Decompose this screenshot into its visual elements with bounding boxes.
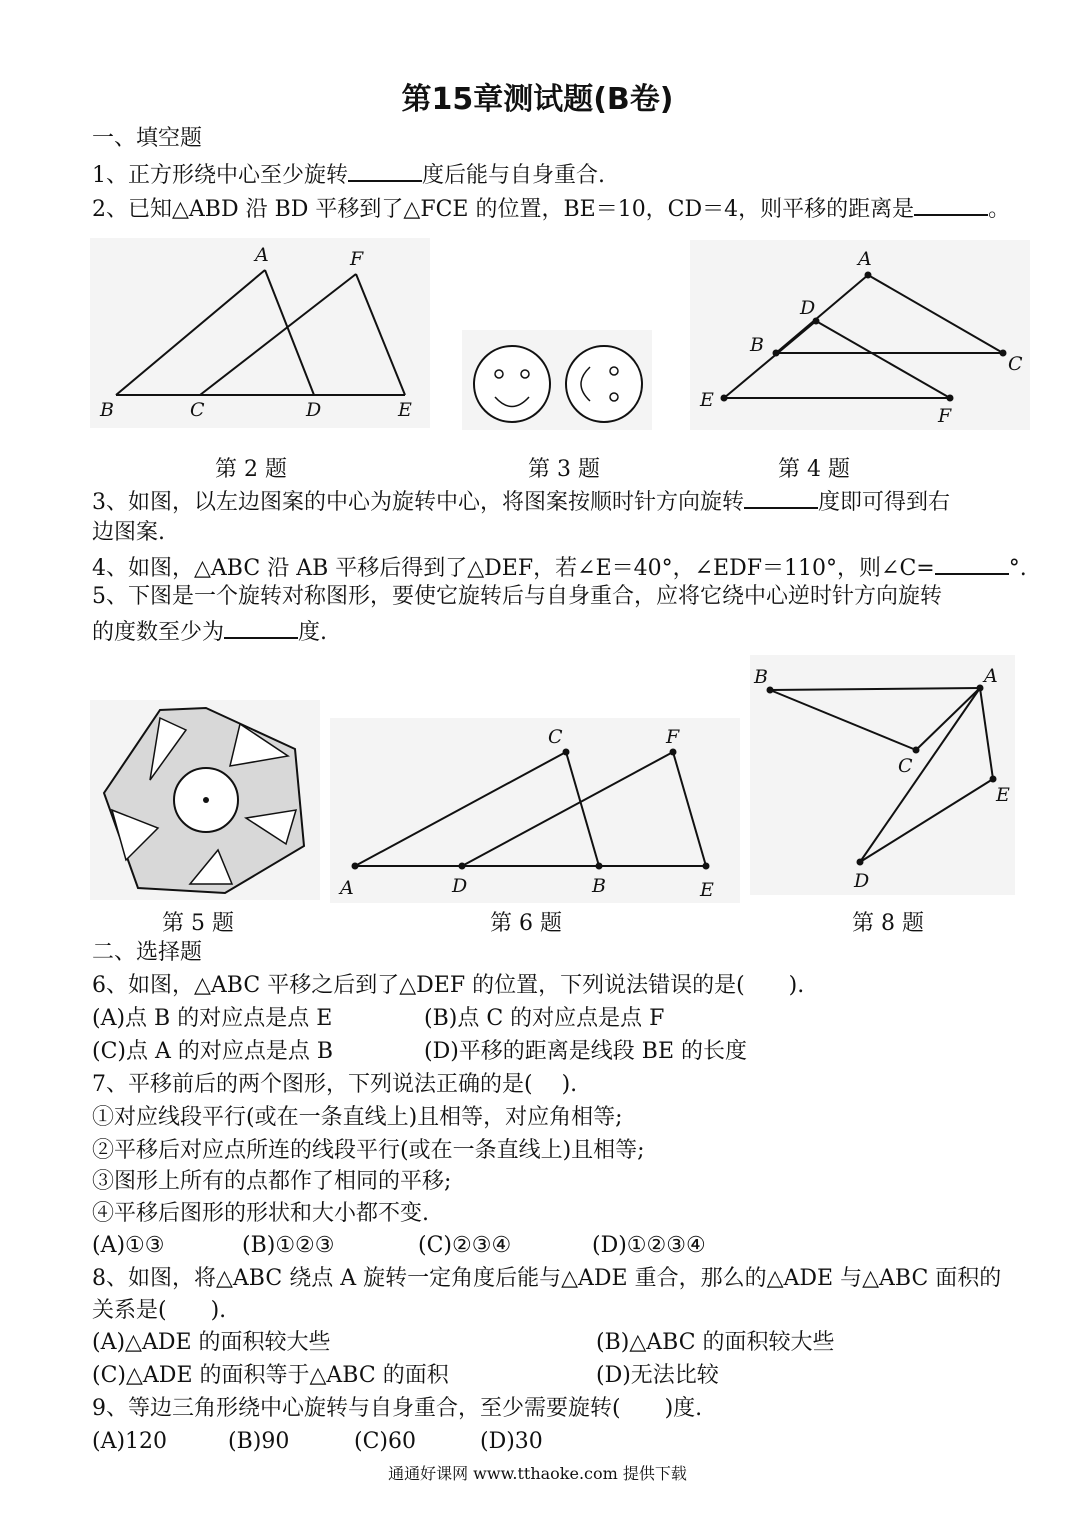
q4-blank[interactable] <box>935 551 1009 575</box>
q7-option-d[interactable]: (D)①②③④ <box>592 1233 706 1258</box>
fig4-point-a <box>865 272 872 279</box>
fig6-point-d <box>459 863 466 870</box>
fig4-caption: 第 4 题 <box>778 457 850 482</box>
fig4-label-b: B <box>750 334 764 356</box>
q9-option-c[interactable]: (C)60 <box>354 1429 416 1454</box>
smiley-face-left <box>474 346 550 422</box>
fig8-label-d: D <box>854 870 870 892</box>
q6-option-c[interactable]: (C)点 A 的对应点是点 B <box>92 1039 334 1064</box>
fig6-label-c: C <box>548 726 563 748</box>
fig4-label-f: F <box>938 405 952 427</box>
q8-option-d[interactable]: (D)无法比较 <box>596 1363 719 1388</box>
q3-text-post: 度即可得到右 <box>818 490 951 515</box>
fig8-label-b: B <box>754 666 768 688</box>
q7-statement-2: ②平移后对应点所连的线段平行(或在一条直线上)且相等; <box>92 1138 645 1163</box>
fig2-label-d: D <box>306 399 322 421</box>
smiley-face-right <box>566 346 642 422</box>
q9-option-b[interactable]: (B)90 <box>228 1429 290 1454</box>
fig8-label-a: A <box>984 665 998 687</box>
question-3-line-2: 边图案. <box>92 520 165 545</box>
section-choice: 二、选择题 <box>92 940 203 965</box>
figure-5 <box>90 700 320 900</box>
q9-option-a[interactable]: (A)120 <box>92 1429 168 1454</box>
page-title: 第15章测试题(B卷) <box>401 82 674 117</box>
q1-text-pre: 1、正方形绕中心至少旋转 <box>92 163 348 188</box>
fig6-point-e <box>703 863 710 870</box>
q1-blank[interactable] <box>348 158 422 182</box>
fig4-point-c <box>1000 350 1007 357</box>
q8-option-b[interactable]: (B)△ABC 的面积较大些 <box>596 1330 835 1355</box>
fig5-caption: 第 5 题 <box>162 911 234 936</box>
fig8-point-d <box>857 859 864 866</box>
fig3-caption: 第 3 题 <box>528 457 600 482</box>
question-1 <box>92 158 605 191</box>
question-4 <box>92 551 1027 584</box>
q1-text-post: 度后能与自身重合. <box>422 163 605 188</box>
figure-6 <box>330 718 740 903</box>
question-2 <box>92 192 1010 225</box>
q5-blank[interactable] <box>224 615 298 639</box>
fig8-label-e: E <box>996 784 1010 806</box>
fig5-center-dot <box>203 797 209 803</box>
section-fill-in: 一、填空题 <box>92 126 203 151</box>
figure-3 <box>462 330 652 430</box>
figure-8-background <box>750 655 1015 895</box>
question-8-line-2: 关系是( ). <box>92 1298 227 1323</box>
q8-option-c[interactable]: (C)△ADE 的面积等于△ABC 的面积 <box>92 1363 449 1388</box>
fig2-label-b: B <box>100 399 114 421</box>
question-9: 9、等边三角形绕中心旋转与自身重合，至少需要旋转( )度. <box>92 1396 703 1421</box>
fig2-caption: 第 2 题 <box>215 457 287 482</box>
q3-blank[interactable] <box>744 485 818 509</box>
fig6-point-c <box>563 749 570 756</box>
q5-text-post: 度. <box>298 620 328 645</box>
fig4-point-e <box>721 395 728 402</box>
q7-statement-4: ④平移后图形的形状和大小都不变. <box>92 1201 429 1226</box>
fig4-label-a: A <box>858 248 872 270</box>
question-5-line-2 <box>92 615 327 648</box>
fig8-point-e <box>990 776 997 783</box>
figure-8 <box>750 655 1015 895</box>
fig6-label-b: B <box>592 875 606 897</box>
question-3 <box>92 485 950 518</box>
q2-text-post: 。 <box>988 197 1011 222</box>
fig6-label-e: E <box>700 879 714 901</box>
fig6-label-a: A <box>340 877 354 899</box>
fig2-label-c: C <box>190 399 205 421</box>
fig4-label-c: C <box>1008 353 1023 375</box>
fig6-point-b <box>596 863 603 870</box>
q4-text-pre: 4、如图，△ABC 沿 AB 平移后得到了△DEF，若∠E＝40°，∠EDF＝110°，则∠C= <box>92 556 935 581</box>
figure-2 <box>90 238 430 428</box>
fig8-point-c <box>913 747 920 754</box>
fig8-point-a <box>977 685 984 692</box>
fig4-point-b <box>773 350 780 357</box>
fig6-label-f: F <box>666 726 680 748</box>
fig2-label-e: E <box>398 399 412 421</box>
figure-4 <box>690 240 1030 430</box>
q8-option-a[interactable]: (A)△ADE 的面积较大些 <box>92 1330 331 1355</box>
q6-option-b[interactable]: (B)点 C 的对应点是点 F <box>424 1006 665 1031</box>
q2-text-pre: 2、已知△ABD 沿 BD 平移到了△FCE 的位置，BE＝10，CD＝4，则平移的距离是 <box>92 197 915 222</box>
q7-option-b[interactable]: (B)①②③ <box>242 1233 335 1258</box>
q2-blank[interactable] <box>914 192 988 216</box>
footer-credit: 通通好课网 www.tthaoke.com 提供下载 <box>388 1464 687 1483</box>
fig4-label-e: E <box>700 389 714 411</box>
q3-text-pre: 3、如图，以左边图案的中心为旋转中心，将图案按顺时针方向旋转 <box>92 490 744 515</box>
question-8: 8、如图，将△ABC 绕点 A 旋转一定角度后能与△ADE 重合，那么的△ADE 与△ABC 面积的 <box>92 1266 1002 1291</box>
q6-option-d[interactable]: (D)平移的距离是线段 BE 的长度 <box>424 1039 748 1064</box>
fig2-label-a: A <box>255 244 269 266</box>
q7-option-c[interactable]: (C)②③④ <box>418 1233 512 1258</box>
fig4-point-f <box>947 395 954 402</box>
q7-statement-1: ①对应线段平行(或在一条直线上)且相等，对应角相等; <box>92 1105 623 1130</box>
fig6-caption: 第 6 题 <box>490 911 562 936</box>
fig6-point-f <box>670 749 677 756</box>
q6-option-a[interactable]: (A)点 B 的对应点是点 E <box>92 1006 333 1031</box>
fig6-label-d: D <box>452 875 468 897</box>
q5-text-pre: 的度数至少为 <box>92 620 225 645</box>
fig6-point-a <box>352 863 359 870</box>
q9-option-d[interactable]: (D)30 <box>480 1429 543 1454</box>
q4-text-post: °. <box>1008 556 1027 581</box>
question-6: 6、如图，△ABC 平移之后到了△DEF 的位置，下列说法错误的是( ). <box>92 973 805 998</box>
fig8-label-c: C <box>898 755 913 777</box>
question-7: 7、平移前后的两个图形，下列说法正确的是( ). <box>92 1072 578 1097</box>
q7-statement-3: ③图形上所有的点都作了相同的平移; <box>92 1169 452 1194</box>
fig4-label-d: D <box>800 297 816 319</box>
fig2-label-f: F <box>350 248 364 270</box>
fig8-caption: 第 8 题 <box>852 911 924 936</box>
q7-option-a[interactable]: (A)①③ <box>92 1233 165 1258</box>
question-5: 5、下图是一个旋转对称图形，要使它旋转后与自身重合，应将它绕中心逆时针方向旋转 <box>92 584 942 609</box>
